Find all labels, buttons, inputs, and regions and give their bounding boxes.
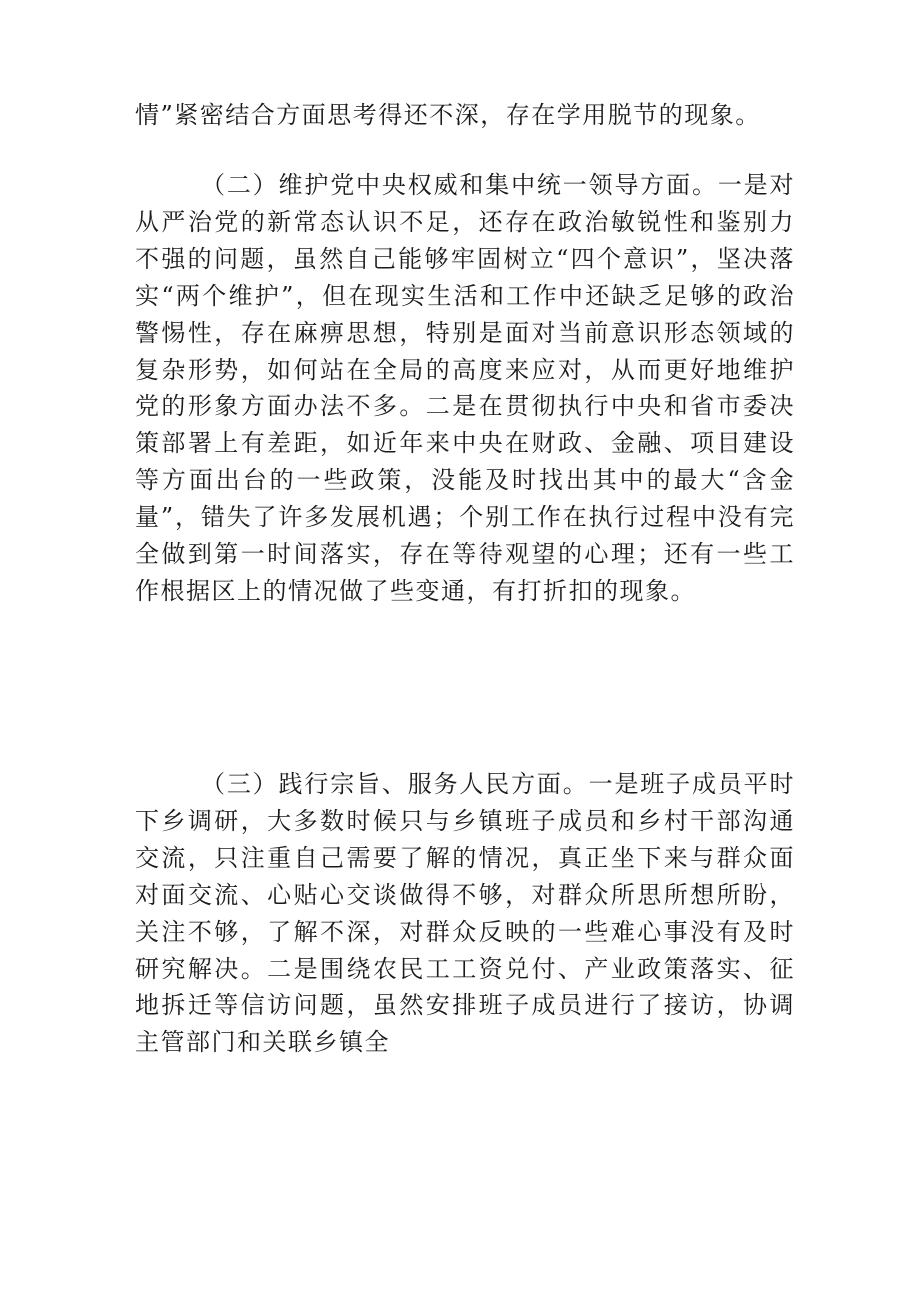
paragraph-section-two: （二）维护党中央权威和集中统一领导方面。一是对从严治党的新常态认识不足，还存在政治敏锐性和鉴别力不强的问题，虽然自己能够牢固树立“四个意识”，坚决落实“两个维护”，但在现实生活和工作中还缺乏足够的政治警惕性，存在麻痹思想，特别是面对当前意识形态领域的复杂形势，如何站在全局的高度来应对，从而更好地维护党的形象方面办法不多。二是在贯彻执行中央和省市委决策部署上有差距，如近年来中央在财政、金融、项目建设等方面出台的一些政策，没能及时找出其中的最大“含金量”，错失了许多发展机遇；个别工作在执行过程中没有完全做到第一时间落实，存在等待观望的心理；还有一些工作根据区上的情况做了些变通，有打折扣的现象。 — [135, 171, 795, 605]
paragraph-section-three: （三）践行宗旨、服务人民方面。一是班子成员平时下乡调研，大多数时候只与乡镇班子成员和乡村干部沟通交流，只注重自己需要了解的情况，真正坐下来与群众面对面交流、心贴心交谈做得不够，对群众所思所想所盼，关注不够，了解不深，对群众反映的一些难心事没有及时研究解决。二是围绕农民工工资兑付、产业政策落实、征地拆迁等信访问题，虽然安排班子成员进行了接访，协调主管部门和关联乡镇全 — [135, 770, 795, 1057]
paragraph-continuation: 情”紧密结合方面思考得还不深，存在学用脱节的现象。 — [135, 101, 761, 129]
